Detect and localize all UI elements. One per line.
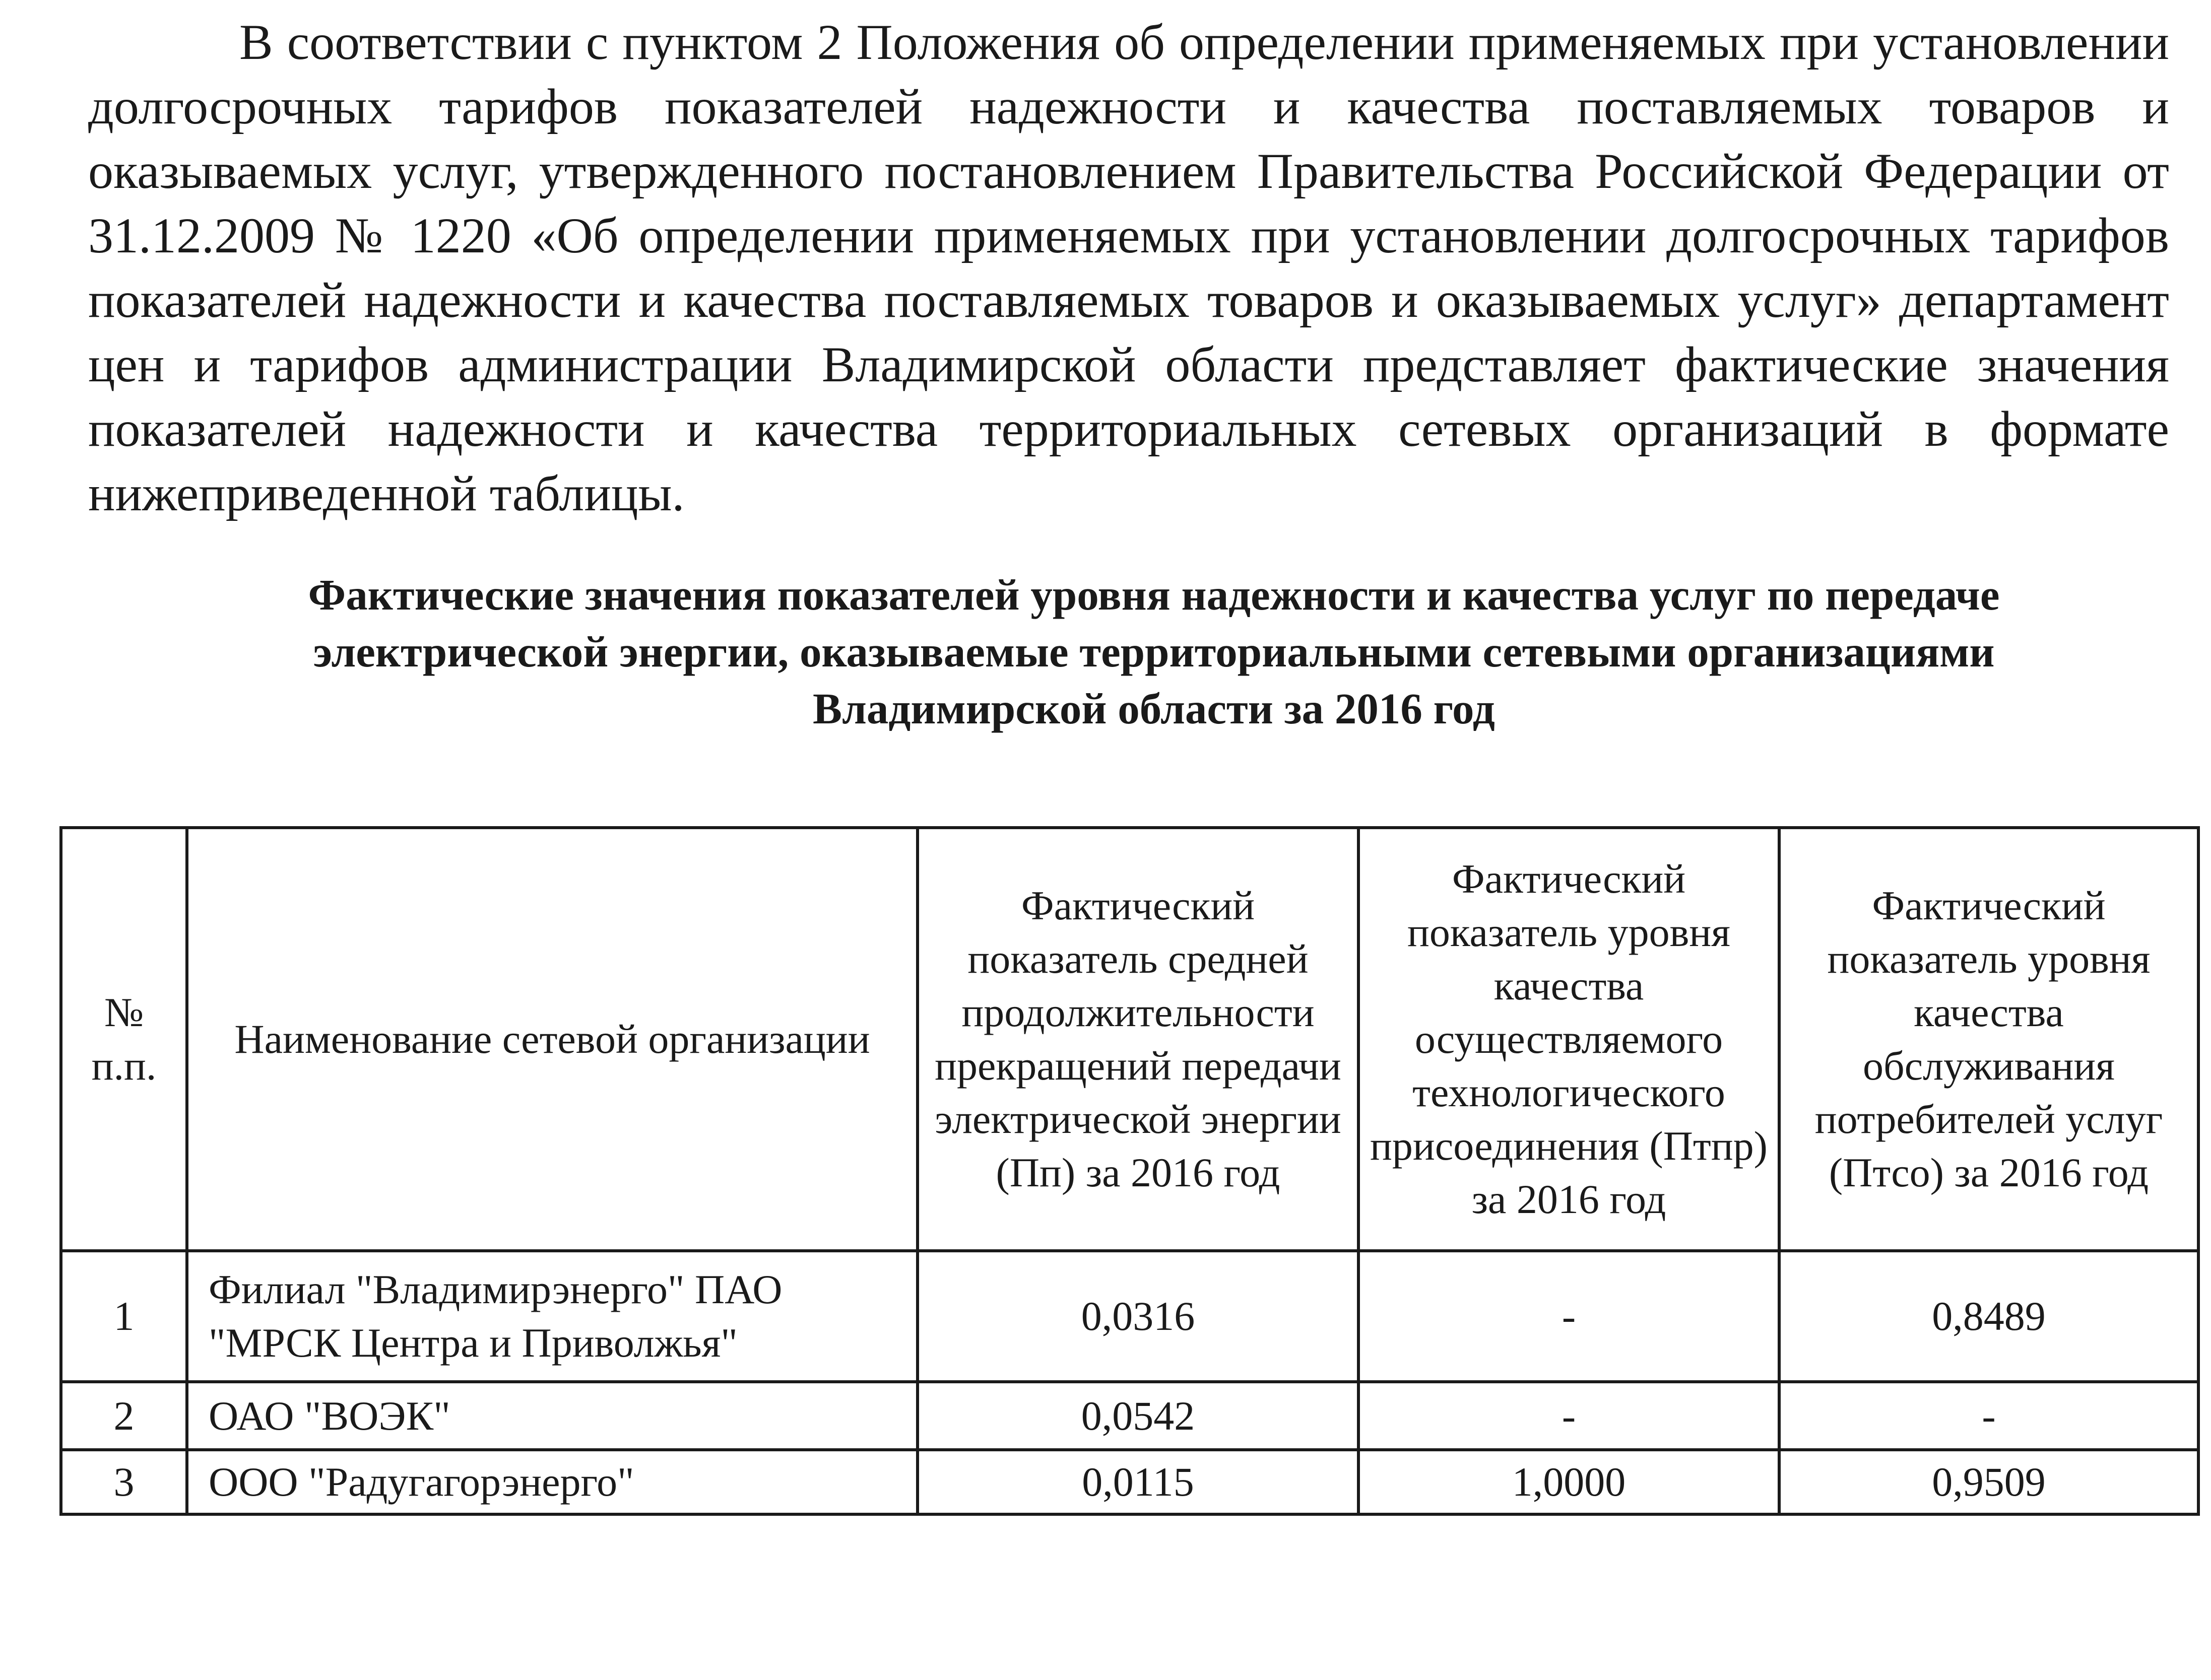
ptpr-value: 1,0000	[1358, 1450, 1779, 1514]
header-pp: Фактический показатель средней продолжительности прекращений передачи электрической энергии (Пп) за 2016 год	[918, 828, 1358, 1251]
table-row	[61, 1450, 2198, 1514]
row-number: 1	[61, 1251, 187, 1382]
header-organization-name: Наименование сетевой организации	[187, 828, 918, 1251]
table-row	[61, 1382, 2198, 1450]
pp-value: 0,0542	[918, 1382, 1358, 1450]
header-ptso: Фактический показатель уровня качества обслуживания потребителей услуг (Птсо) за 2016 год	[1779, 828, 2198, 1251]
table-row	[61, 1251, 2198, 1382]
table-header-row	[61, 828, 2198, 1251]
header-ptpr: Фактический показатель уровня качества осуществляемого технологического присоединения (Птпр) за 2016 год	[1358, 828, 1779, 1251]
ptso-value: -	[1779, 1382, 2198, 1450]
row-number: 3	[61, 1450, 187, 1514]
row-number: 2	[61, 1382, 187, 1450]
ptso-value: 0,9509	[1779, 1450, 2198, 1514]
pp-value: 0,0115	[918, 1450, 1358, 1514]
pp-value: 0,0316	[918, 1251, 1358, 1382]
ptpr-value: -	[1358, 1382, 1779, 1450]
indicators-table	[59, 826, 2200, 1516]
organization-name: ОАО "ВОЭК"	[187, 1382, 918, 1450]
table-title: Фактические значения показателей уровня надежности и качества услуг по передаче электрической энергии, оказываемые территориальными сетевыми организациями Владимирской области за 2016 год	[308, 570, 2000, 733]
organization-name: Филиал "Владимирэнерго" ПАО "МРСК Центра и Приволжья"	[187, 1251, 918, 1382]
organization-name: ООО "Радугагорэнерго"	[187, 1450, 918, 1514]
intro-paragraph: В соответствии с пунктом 2 Положения об определении применяемых при установлении долгосрочных тарифов показателей надежности и качества поставляемых товаров и оказываемых услуг, утвержденного постановлением Правительства Российской Федерации от 31.12.2009 № 1220 «Об определении применяемых при установлении долгосрочных тарифов показателей надежности и качества поставляемых товаров и оказываемых услуг» департамент цен и тарифов администрации Владимирской области представляет фактические значения показателей надежности и качества территориальных сетевых организаций в формате нижеприведенной таблицы.	[88, 14, 2169, 521]
ptpr-value: -	[1358, 1251, 1779, 1382]
document-page	[88, 10, 2169, 737]
header-number: № п.п.	[61, 828, 187, 1251]
ptso-value: 0,8489	[1779, 1251, 2198, 1382]
